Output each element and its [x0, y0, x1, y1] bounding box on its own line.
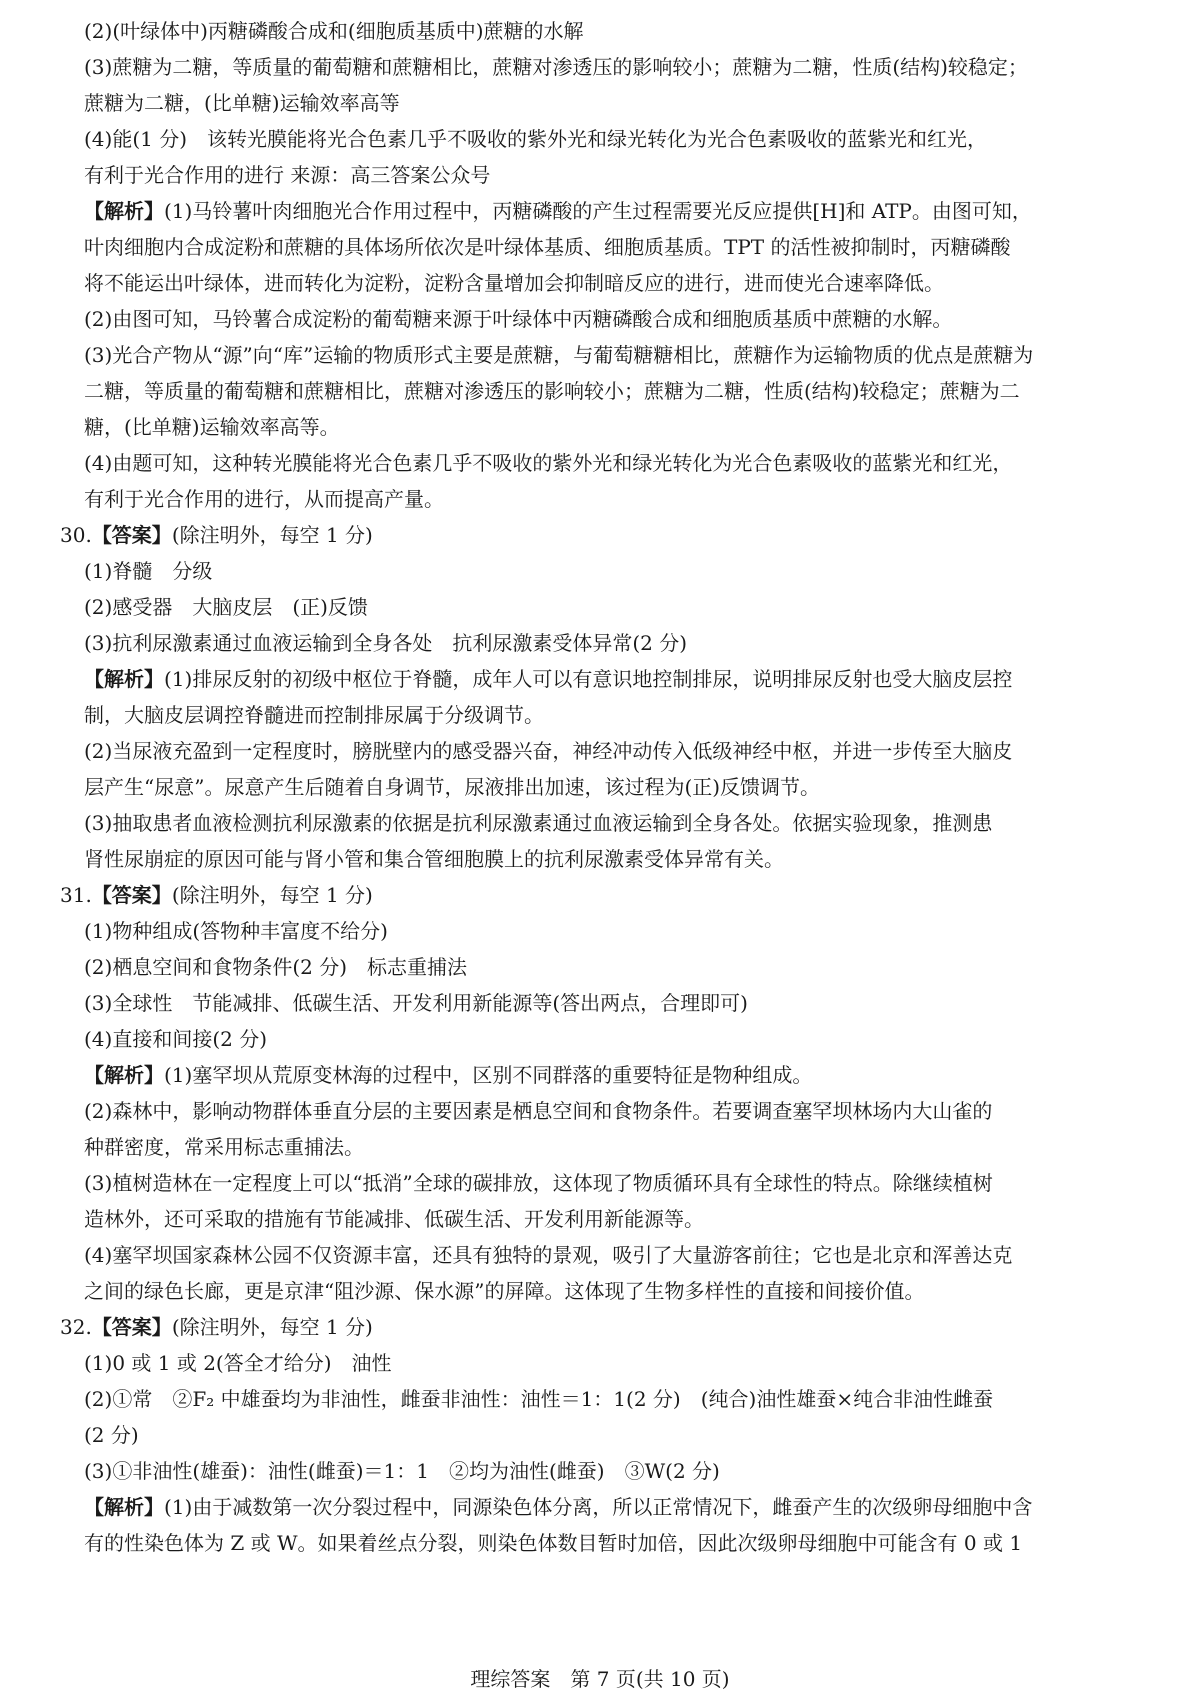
- text-line: [84, 1057, 1162, 1093]
- text-line: [84, 913, 1162, 949]
- text-line: [84, 409, 1162, 445]
- page-footer: 理综答案 第 7 页(共 10 页): [470, 1667, 730, 1691]
- line-text: (2)①常 ②F₂ 中雄蚕均为非油性，雌蚕非油性：油性＝1：1(2 分) (纯合)油性雄蚕×纯合非油性雌蚕: [84, 1387, 994, 1411]
- text-line: [84, 625, 1162, 661]
- question-number: 30.: [60, 523, 92, 547]
- text-line: [84, 1453, 1162, 1489]
- text-line: [84, 1093, 1162, 1129]
- line-text: (1)排尿反射的初级中枢位于脊髓，成年人可以有意识地控制排尿，说明排尿反射也受大脑皮层控: [164, 667, 1013, 691]
- answer-label: 【答案】: [91, 1315, 172, 1339]
- line-text: (1)物种组成(答物种丰富度不给分): [84, 919, 388, 943]
- line-text: (2)(叶绿体中)丙糖磷酸合成和(细胞质基质中)蔗糖的水解: [84, 19, 584, 43]
- line-text: (4)直接和间接(2 分): [84, 1027, 268, 1051]
- analysis-label: 【解析】: [84, 1063, 164, 1087]
- line-text: (3)全球性 节能减排、低碳生活、开发利用新能源等(答出两点，合理即可): [84, 991, 748, 1015]
- text-line: [84, 1201, 1162, 1237]
- text-line: [84, 193, 1162, 229]
- text-line: [84, 949, 1162, 985]
- line-text: (2)由图可知，马铃薯合成淀粉的葡萄糖来源于叶绿体中丙糖磷酸合成和细胞质基质中蔗糖的水解。: [84, 307, 953, 331]
- analysis-label: 【解析】: [84, 199, 164, 223]
- text-line: [84, 1417, 1162, 1453]
- text-line: [84, 553, 1162, 589]
- line-text: 将不能运出叶绿体，进而转化为淀粉，淀粉含量增加会抑制暗反应的进行，进而使光合速率降低。: [84, 271, 944, 295]
- text-line: [84, 985, 1162, 1021]
- line-text: 糖，(比单糖)运输效率高等。: [84, 415, 340, 439]
- text-line: [84, 373, 1162, 409]
- line-text: 种群密度，常采用标志重捕法。: [84, 1135, 364, 1159]
- text-line: [84, 445, 1162, 481]
- line-text: (1)0 或 1 或 2(答全才给分) 油性: [84, 1351, 392, 1375]
- line-text: (3)抽取患者血液检测抗利尿激素的依据是抗利尿激素通过血液运输到全身各处。依据实验现象，推测患: [84, 811, 993, 835]
- line-text: (1)马铃薯叶肉细胞光合作用过程中，丙糖磷酸的产生过程需要光反应提供[H]和 ATP。由图可知，: [164, 199, 1032, 223]
- question-number: 32.: [60, 1315, 92, 1339]
- line-text: 叶肉细胞内合成淀粉和蔗糖的具体场所依次是叶绿体基质、细胞质基质。TPT 的活性被抑制时，丙糖磷酸: [84, 235, 1011, 259]
- text-line: [84, 1021, 1162, 1057]
- text-line: [84, 13, 1162, 49]
- text-line: [84, 1381, 1162, 1417]
- text-line: [84, 1489, 1162, 1525]
- text-line: [84, 481, 1162, 517]
- line-text: (3)抗利尿激素通过血液运输到全身各处 抗利尿激素受体异常(2 分): [84, 631, 688, 655]
- text-line: [84, 769, 1162, 805]
- line-text: (3)①非油性(雄蚕)：油性(雌蚕)＝1：1 ②均为油性(雌蚕) ③W(2 分): [84, 1459, 720, 1483]
- text-line: [84, 1273, 1162, 1309]
- text-line: [84, 1165, 1162, 1201]
- text-line: [84, 697, 1162, 733]
- text-line: [84, 85, 1162, 121]
- line-text: 层产生“尿意”。尿意产生后随着自身调节，尿液排出加速，该过程为(正)反馈调节。: [84, 775, 821, 799]
- answer-content: [60, 13, 1162, 1561]
- line-text: (2)感受器 大脑皮层 (正)反馈: [84, 595, 368, 619]
- analysis-label: 【解析】: [84, 1495, 164, 1519]
- line-text: 二糖，等质量的葡萄糖和蔗糖相比，蔗糖对渗透压的影响较小；蔗糖为二糖，性质(结构)较稳定；蔗糖为二: [84, 379, 1020, 403]
- text-line: [84, 733, 1162, 769]
- text-line: [84, 301, 1162, 337]
- text-line: [84, 1345, 1162, 1381]
- line-text: (除注明外，每空 1 分): [171, 1315, 373, 1339]
- text-line: [84, 661, 1162, 697]
- question-number: 31.: [60, 883, 92, 907]
- line-text: (2 分): [84, 1423, 139, 1447]
- line-text: (1)塞罕坝从荒原变林海的过程中，区别不同群落的重要特征是物种组成。: [164, 1063, 813, 1087]
- text-line: [84, 337, 1162, 373]
- line-text: 之间的绿色长廊，更是京津“阻沙源、保水源”的屏障。这体现了生物多样性的直接和间接价值。: [84, 1279, 925, 1303]
- text-line: [84, 1525, 1162, 1561]
- line-text: 有利于光合作用的进行，从而提高产量。: [84, 487, 444, 511]
- answer-label: 【答案】: [91, 523, 172, 547]
- line-text: 肾性尿崩症的原因可能与肾小管和集合管细胞膜上的抗利尿激素受体异常有关。: [84, 847, 784, 871]
- line-text: 造林外，还可采取的措施有节能减排、低碳生活、开发利用新能源等。: [84, 1207, 704, 1231]
- line-text: (3)植树造林在一定程度上可以“抵消”全球的碳排放，这体现了物质循环具有全球性的特点。除继续植树: [84, 1171, 993, 1195]
- answer-label: 【答案】: [91, 883, 172, 907]
- line-text: (1)由于减数第一次分裂过程中，同源染色体分离，所以正常情况下，雌蚕产生的次级卵母细胞中含: [164, 1495, 1033, 1519]
- line-text: (除注明外，每空 1 分): [171, 523, 373, 547]
- line-text: (4)塞罕坝国家森林公园不仅资源丰富，还具有独特的景观，吸引了大量游客前往；它也是北京和浑善达克: [84, 1243, 1013, 1267]
- line-text: (2)栖息空间和食物条件(2 分) 标志重捕法: [84, 955, 468, 979]
- text-line: [84, 805, 1162, 841]
- line-text: (除注明外，每空 1 分): [171, 883, 373, 907]
- text-line: [84, 49, 1162, 85]
- text-line: [84, 229, 1162, 265]
- line-text: 蔗糖为二糖，(比单糖)运输效率高等: [84, 91, 400, 115]
- line-text: (2)森林中，影响动物群体垂直分层的主要因素是栖息空间和食物条件。若要调查塞罕坝林场内大山雀的: [84, 1099, 993, 1123]
- line-text: (1)脊髓 分级: [84, 559, 213, 583]
- text-line: [84, 589, 1162, 625]
- text-line: [84, 157, 1162, 193]
- text-line: [60, 877, 1162, 913]
- line-text: (4)由题可知，这种转光膜能将光合色素几乎不吸收的紫外光和绿光转化为光合色素吸收的蓝紫光和红光，: [84, 451, 1013, 475]
- line-text: 有利于光合作用的进行 来源：高三答案公众号: [84, 163, 491, 187]
- line-text: (2)当尿液充盈到一定程度时，膀胱壁内的感受器兴奋，神经冲动传入低级神经中枢，并进一步传至大脑皮: [84, 739, 1013, 763]
- text-line: [84, 265, 1162, 301]
- text-line: [84, 1129, 1162, 1165]
- text-line: [60, 517, 1162, 553]
- analysis-label: 【解析】: [84, 667, 164, 691]
- line-text: 有的性染色体为 Z 或 W。如果着丝点分裂，则染色体数目暂时加倍，因此次级卵母细胞中可能含有 0 或 1: [84, 1531, 1023, 1555]
- text-line: [84, 841, 1162, 877]
- text-line: [84, 1237, 1162, 1273]
- line-text: (4)能(1 分) 该转光膜能将光合色素几乎不吸收的紫外光和绿光转化为光合色素吸收的蓝紫光和红光，: [84, 127, 988, 151]
- line-text: (3)光合产物从“源”向“库”运输的物质形式主要是蔗糖，与葡萄糖糖相比，蔗糖作为运输物质的优点是蔗糖为: [84, 343, 1034, 367]
- line-text: (3)蔗糖为二糖，等质量的葡萄糖和蔗糖相比，蔗糖对渗透压的影响较小；蔗糖为二糖，性质(结构)较稳定；: [84, 55, 1028, 79]
- text-line: [60, 1309, 1162, 1345]
- line-text: 制，大脑皮层调控脊髓进而控制排尿属于分级调节。: [84, 703, 544, 727]
- text-line: [84, 121, 1162, 157]
